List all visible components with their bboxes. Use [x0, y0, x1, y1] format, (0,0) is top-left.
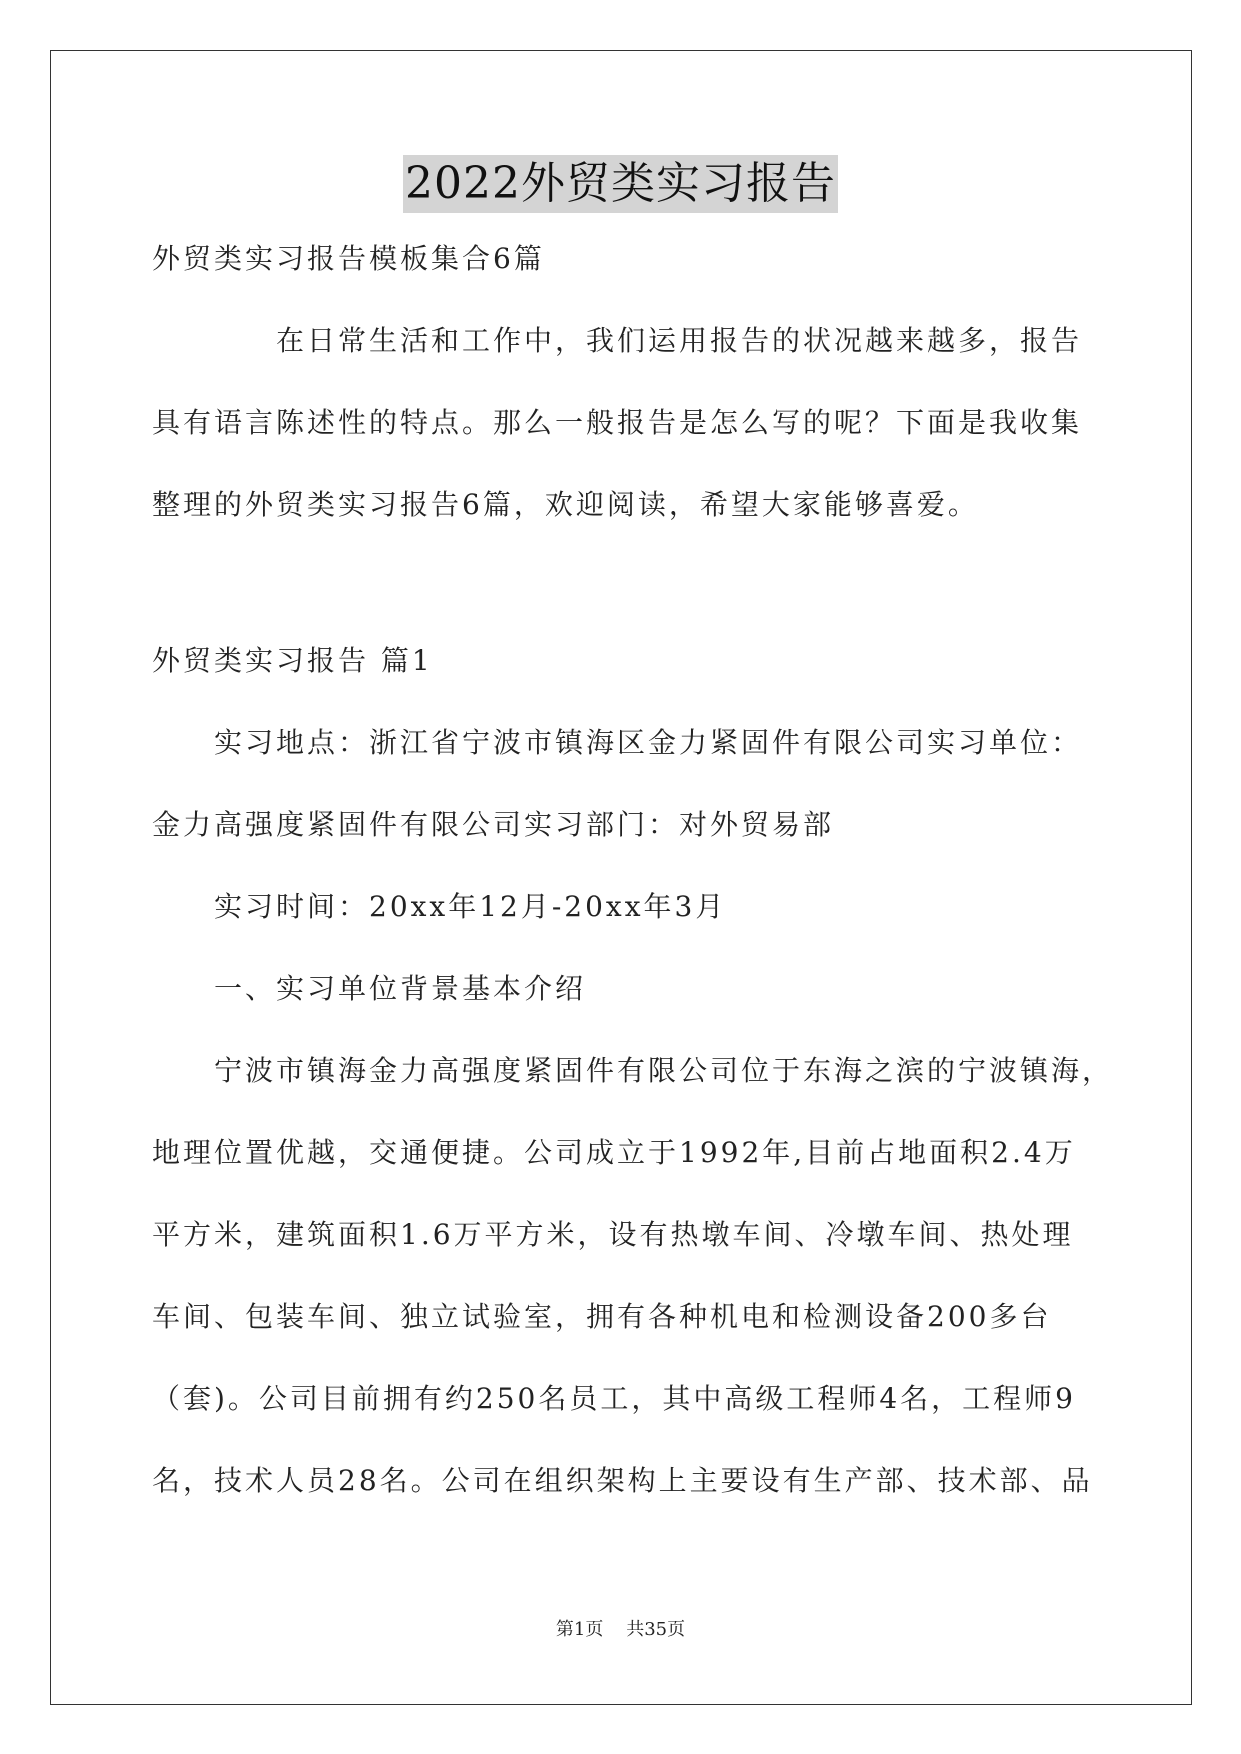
- intro-line: 在日常生活和工作中，我们运用报告的状况越来越多，报告: [276, 324, 1083, 357]
- body-line: （套)。公司目前拥有约250名员工，其中高级工程师4名，工程师9: [152, 1382, 1076, 1415]
- title-container: [0, 155, 1241, 213]
- spacer: [152, 560, 1092, 634]
- body-line: 地理位置优越，交通便捷。公司成立于1992年,目前占地面积2.4万: [152, 1136, 1076, 1169]
- body-line: 宁波市镇海金力高强度紧固件有限公司位于东海之滨的宁波镇海，: [214, 1054, 1114, 1087]
- intro-line: 具有语言陈述性的特点。那么一般报告是怎么写的呢？下面是我收集: [152, 406, 1083, 439]
- body-line: 车间、包装车间、独立试验室，拥有各种机电和检测设备200多台: [152, 1300, 1052, 1333]
- intro-line: 整理的外贸类实习报告6篇，欢迎阅读，希望大家能够喜爱。: [152, 488, 979, 521]
- body-line: 名，技术人员28名。公司在组织架构上主要设有生产部、技术部、品: [152, 1464, 1093, 1497]
- location-line: 实习地点：浙江省宁波市镇海区金力紧固件有限公司实习单位：: [214, 726, 1083, 759]
- page-footer: [0, 1615, 1241, 1641]
- time-line: 实习时间：20xx年12月-20xx年3月: [214, 890, 727, 923]
- document-subtitle: 外贸类实习报告模板集合6篇: [152, 242, 545, 275]
- total-pages: 共35页: [626, 1619, 686, 1640]
- location-line: 金力高强度紧固件有限公司实习部门：对外贸易部: [152, 808, 835, 841]
- section-heading: 外贸类实习报告 篇1: [152, 644, 433, 677]
- document-body: [152, 232, 1114, 1536]
- body-line: 平方米，建筑面积1.6万平方米，设有热墩车间、冷墩车间、热处理: [152, 1218, 1074, 1251]
- page-number: 第1页: [555, 1619, 604, 1640]
- document-title: 2022外贸类实习报告: [403, 155, 838, 213]
- part-heading: 一、实习单位背景基本介绍: [214, 972, 587, 1005]
